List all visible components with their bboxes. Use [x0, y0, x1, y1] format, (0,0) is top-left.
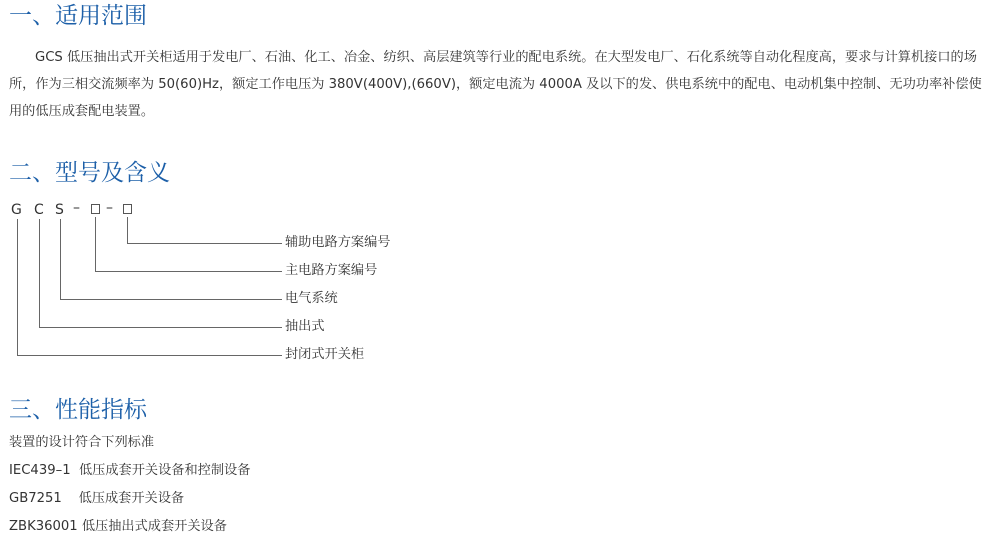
leader-vline-s	[60, 219, 61, 299]
main-circuit-placeholder-box	[91, 204, 100, 214]
leader-hline-s	[60, 299, 282, 300]
term-enclosed-switchgear: 封闭式开关柜	[285, 347, 365, 362]
standards-intro: 装置的设计符合下列标准	[9, 435, 155, 450]
term-main-circuit-number: 主电路方案编号	[285, 263, 378, 278]
section-heading-performance: 三、性能指标	[9, 397, 147, 423]
aux-circuit-placeholder-box	[123, 204, 132, 214]
leader-vline-g	[17, 219, 18, 355]
term-aux-circuit-number: 辅助电路方案编号	[285, 235, 391, 250]
standard-zbk36001: ZBK36001 低压抽出式成套开关设备	[9, 519, 227, 534]
scope-paragraph-text: GCS 低压抽出式开关柜适用于发电厂、石油、化工、冶金、纺织、高层建筑等行业的配电系统。在大型发电厂、石化系统等自动化程度高，要求与计算机接口的场所，作为三相交流频率为 50(60)Hz，额定工作电压为 380V(400V),(660V)，额定电流为 4000A 及以下的发、供电系统中的配电、电动机集中控制、无功功率补偿使用的低压成套配电装置。	[9, 50, 982, 119]
code-letter-c: C	[34, 202, 44, 218]
leader-vline-aux	[127, 217, 128, 243]
code-dash-1: –	[73, 200, 80, 216]
term-electrical-system: 电气系统	[285, 291, 338, 306]
term-drawout-type: 抽出式	[285, 319, 325, 334]
leader-hline-c	[39, 327, 282, 328]
code-letter-g: G	[11, 202, 22, 218]
leader-vline-c	[39, 219, 40, 327]
scope-paragraph	[9, 44, 994, 125]
leader-hline-main	[95, 271, 282, 272]
section-heading-model: 二、型号及含义	[9, 160, 170, 186]
standard-iec439: IEC439–1 低压成套开关设备和控制设备	[9, 463, 251, 478]
code-dash-2: –	[106, 200, 113, 216]
code-letter-s: S	[55, 202, 64, 218]
leader-hline-aux	[127, 243, 282, 244]
leader-hline-g	[17, 355, 282, 356]
leader-vline-main	[95, 217, 96, 271]
standard-gb7251: GB7251 低压成套开关设备	[9, 491, 185, 506]
section-heading-scope: 一、适用范围	[9, 3, 147, 29]
